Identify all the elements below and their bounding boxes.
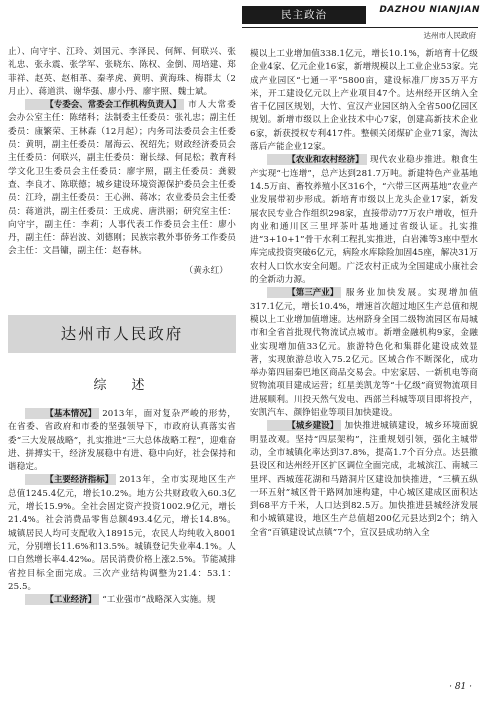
right-column <box>250 48 478 540</box>
paragraph-tag: 【主要经济指标】 <box>25 474 116 485</box>
left-column-top <box>8 46 236 278</box>
industry-paragraph <box>8 594 236 607</box>
paragraph-tag: 【城乡建设】 <box>267 420 341 431</box>
page-number: · 81 · <box>449 682 472 692</box>
paragraph-tag: 【第三产业】 <box>267 287 341 298</box>
tertiary-industry-paragraph <box>250 287 478 420</box>
left-column-bottom <box>8 408 236 607</box>
paragraph-text: 现代农业稳步推进。粮食生产实现“七连增”，总产达到281.7万吨。新建特色产业基地14.5万亩、畜牧养殖小区316个，“六带三区两基地”农业产业发展带初步形成。新培育市级以上龙头企业17家，新发展农民专业合作组织298家，直接带动77万农户增收，恒升肉业和通川区三里坪茶叶基地通过省级认证。扎实推进“3+10+1”骨干水利工程扎实推进，白岩滩等3座中型水库完成投资突破6亿元，病险水库除险加固45座，解决31万农村人口饮水安全问题。广泛农村正成为全国建成小康社会的全新动力源。 <box>250 155 478 286</box>
economic-indicators-paragraph <box>8 474 236 594</box>
paragraph-text: 加快推进城镇建设，城乡环境面貌明显改观。坚持“四层架构”，注重规划引领，强化主城带动，全市城镇化率达到37.8%，提高1.7个百分点。达县撤县设区和达州经开区扩区调位全面完成，北城滨江、南城三里坪、西城莲花湖和马踏洞片区建设加快推进，“三横五纵一环五射”城区骨干路网加速构建，中心城区建成区面积达到68平方千米，人口达到82.5万。加快推进县城经济发展和小城镇建设，地区生产总值超200亿元县达到2个；纳入全省“百镇建设试点镇”7个，宣汉县成功纳入全 <box>250 421 478 538</box>
header-subtitle: 达州市人民政府 <box>423 31 476 40</box>
paragraph-text: 市人大常委会办公室主任：陈绪科；法制委主任委员：张礼忠；副主任委员：康繁荣、王林森（12月起）；内务司法委员会主任委员：黄明，副主任委员：屠海云、祝绍先；财政经济委员会主任委员：何联兴，副主任委员：谢长绿、何昆松；教育科学文化卫生委员会主任委员：廖宇照，副主任委员：龚毅查、李良才、陈联德；城乡建设环境资源保护委员会主任委员：江玲，副主任委员：王心洲、蒋冰；农业委员会主任委员：蒋道洪，副主任委员：王成虎、唐洪丽；研究室主任：向守宇，副主任：李莉；人事代表工作委员会主任：廖小丹，副主任：薛岩波、刘德刚；民族宗教外事侨务工作委员会主任：文昌镛，副主任：赵春林。 <box>8 100 236 257</box>
industry-continued-paragraph: 模以上工业增加值338.1亿元，增长10.1%，新培育十亿级企业4家、亿元企业16家，新增规模以上工业企业53家。完成产业园区“七通一平”5800亩，建设标准厂房35万平方米，开工建设亿元以上产业项目47个。达州经开区纳入全省千亿园区规划，大竹、宣汉产业园区纳入全省500亿园区规划。新增市级以上企业技术中心7家，创建高新技术企业6家，新获授权专利417件。整顿关闭煤矿企业71家，淘汰落后产能企业12家。 <box>250 49 478 153</box>
paragraph-text: 2013年，全市实现地区生产总值1245.4亿元，增长10.2%。地方公共财政收入60.3亿元，增长15.9%。全社会固定资产投资1002.9亿元，增长21.4%。社会消费品零售总额493.4亿元，增长14.8%。城镇居民人均可支配收入18915元，农民人均纯收入8001元，分别增长11.6%和13.5%。城镇登记失业率4.1%。人口自然增长率4.42‰。居民消费价格上涨2.5%。节能减排省控目标全面完成。三次产业结构调整为21.4：53.1：25.5。 <box>8 475 236 592</box>
member-list-paragraph: 止）、向守宇、江玲、刘国元、李泽民、何辉、何联兴、张礼忠、张永震、张学军、张晓东、陈权、金倒、周培建、郑菲祥、赵英、赵相革、秦孝虎、黄明、黄海珠、梅群太（2月止）、蒋道洪、谢华强、廖小丹、廖宇照、魏士斌。 <box>8 47 236 97</box>
paragraph-tag: 【专委会、常委会工作机构负责人】 <box>25 99 184 110</box>
section-title: 民主政治 <box>242 6 366 24</box>
yearbook-title: DAZHOU NIANJIAN <box>379 5 480 15</box>
subsection-title: 综 述 <box>93 378 151 393</box>
paragraph-text: 2013年，面对复杂严峻的形势，在省委、省政府和市委的坚强领导下，市政府认真落实省委“三大发展战略”，扎实推进“三大总体战略工程”，迎难奋进、拼搏实干，经济发展稳中有进、稳中向好，社会保持和谐稳定。 <box>8 409 236 473</box>
author-credit: （黄永红） <box>184 265 228 276</box>
agriculture-paragraph <box>250 154 478 287</box>
paragraph-tag: 【农业和农村经济】 <box>267 154 366 165</box>
urban-construction-paragraph <box>250 420 478 540</box>
basic-situation-paragraph <box>8 408 236 474</box>
paragraph-text: 服务业加快发展。实现增加值317.1亿元，增长10.4%，增速首次超过地区生产总值和规模以上工业增加值增速。达州跻身全国二级物流园区布局城市和全省首批现代物流试点城市。新增金融机构9家，金融业实现增加值33亿元。旅游特色化和集群化建设成效显著，实现旅游总收入75.2亿元。区域合作不断深化，成功举办第四届秦巴地区商品交易会。中宏家居、一新机电等商贸物流项目建成运营；红星美凯龙等“十亿级”商贸物流项目进展顺利。川投天然气发电、西部兰科城等项目即将投产，安凯汽车、颜铮铝业等项目加快建设。 <box>250 288 478 419</box>
paragraph-text: “工业强市”战略深入实施。规 <box>102 595 216 606</box>
header-divider <box>242 27 478 28</box>
paragraph-tag: 【基本情况】 <box>25 408 99 419</box>
paragraph-tag: 【工业经济】 <box>25 594 99 605</box>
section-banner: 达州市人民政府 <box>8 315 236 353</box>
committee-heads-paragraph <box>8 99 236 259</box>
